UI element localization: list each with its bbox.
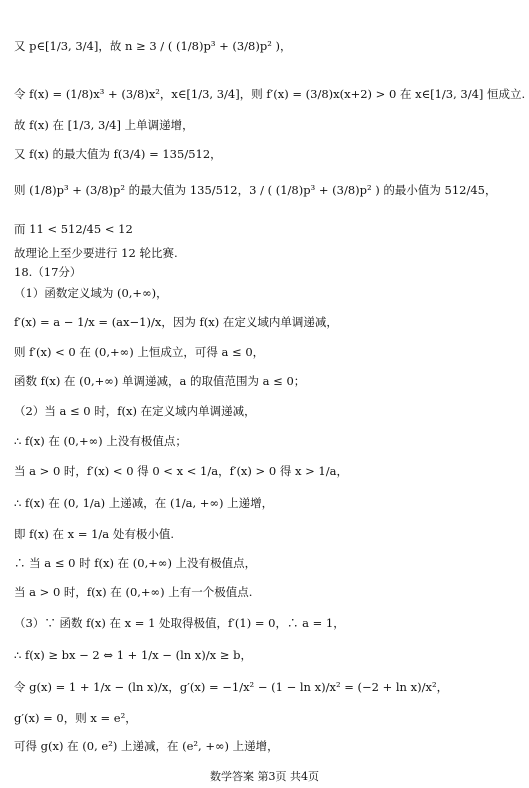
text-line: 令 f(x) = (1/8)x³ + (3/8)x²，x∈[1/3, 3/4]，则 f′(x) = (3/8)x(x+2) > 0 在 x∈[1/3, 3/4] 恒成立.: [14, 87, 526, 101]
text-line: （3）∵ 函数 f(x) 在 x = 1 处取得极值，f′(1) = 0，∴ a = 1，: [14, 616, 345, 630]
text-line: 故 f(x) 在 [1/3, 3/4] 上单调递增，: [14, 118, 194, 132]
text-line: 则 (1/8)p³ + (3/8)p² 的最大值为 135/512，3 / ( (1/8)p³ + (3/8)p² ) 的最小值为 512/45，: [14, 183, 497, 197]
text-line: 又 f(x) 的最大值为 f(3/4) = 135/512，: [14, 147, 222, 161]
text-line: 令 g(x) = 1 + 1/x − (ln x)/x，g′(x) = −1/x² − (1 − ln x)/x² = (−2 + ln x)/x²，: [14, 680, 449, 694]
text-line: 即 f(x) 在 x = 1/a 处有极小值.: [14, 527, 174, 541]
text-line: （1）函数定义域为 (0,+∞)，: [14, 286, 168, 300]
text-line: 而 11 < 512/45 < 12: [14, 222, 133, 236]
text-line: ∴ f(x) 在 (0, 1/a) 上递减，在 (1/a, +∞) 上递增，: [14, 496, 274, 510]
text-line: ∴ f(x) ≥ bx − 2 ⇔ 1 + 1/x − (ln x)/x ≥ b，: [14, 648, 252, 662]
text-line: 当 a > 0 时，f′(x) < 0 得 0 < x < 1/a，f′(x) > 0 得 x > 1/a，: [14, 464, 348, 478]
page-footer: 数学答案 第3页 共4页: [210, 770, 319, 783]
text-line: 又 p∈[1/3, 3/4]，故 n ≥ 3 / ( (1/8)p³ + (3/8)p² )，: [14, 39, 292, 53]
text-line: 则 f′(x) < 0 在 (0,+∞) 上恒成立，可得 a ≤ 0，: [14, 345, 265, 359]
text-line: 故理论上至少要进行 12 轮比赛.: [14, 246, 178, 260]
text-line: 当 a > 0 时，f(x) 在 (0,+∞) 上有一个极值点.: [14, 585, 253, 599]
section-heading: 18.（17分）: [14, 265, 82, 279]
text-line: （2）当 a ≤ 0 时，f(x) 在定义域内单调递减，: [14, 404, 256, 418]
text-line: g′(x) = 0，则 x = e²，: [14, 711, 137, 725]
text-line: ∴ 当 a ≤ 0 时 f(x) 在 (0,+∞) 上没有极值点，: [14, 556, 257, 570]
text-line: 函数 f(x) 在 (0,+∞) 单调递减，a 的取值范围为 a ≤ 0；: [14, 374, 306, 388]
text-line: f′(x) = a − 1/x = (ax−1)/x，因为 f(x) 在定义域内单调递减，: [14, 315, 338, 329]
text-line: 可得 g(x) 在 (0, e²) 上递减，在 (e², +∞) 上递增，: [14, 739, 279, 753]
text-line: ∴ f(x) 在 (0,+∞) 上没有极值点；: [14, 434, 187, 448]
